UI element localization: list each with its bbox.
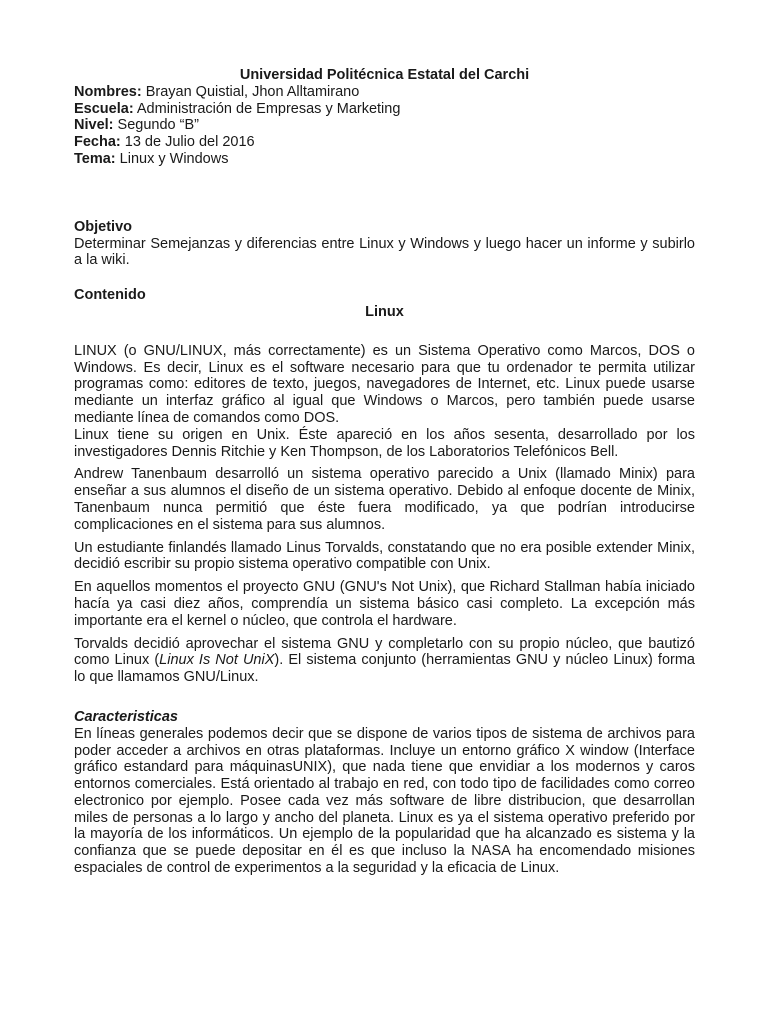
- document-title: Universidad Politécnica Estatal del Carchi: [239, 67, 530, 83]
- field-value: Brayan Quistial, Jhon Alltamirano: [141, 83, 360, 100]
- field-escuela: [74, 101, 695, 118]
- field-label: Nivel:: [74, 117, 114, 134]
- linux-paragraph-1: LINUX (o GNU/LINUX, más correctamente) es un Sistema Operativo como Marcos, DOS o Windows. Es decir, Linux es el software necesario para que tu ordenador te permita utilizar programas como: editores de texto, juegos, navegadores de Internet, etc. Linux puede usarse mediante un interfaz gráfico al igual que Windows o Marcos, pero también puede usarse mediante línea de comandos como DOS.: [74, 342, 695, 426]
- field-value: Administración de Empresas y Marketing: [133, 100, 401, 117]
- objetivo-heading: Objetivo: [74, 218, 133, 235]
- linux-paragraph-4: Un estudiante finlandés llamado Linus Torvalds, constatando que no era posible extender Minix, decidió escribir su propio sistema operativo compatible con Unix.: [74, 539, 695, 573]
- field-nombres: [74, 84, 695, 101]
- field-tema: [74, 151, 695, 168]
- document-body: [74, 67, 695, 877]
- objetivo-text: Determinar Semejanzas y diferencias entre Linux y Windows y luego hacer un informe y subirlo a la wiki.: [74, 235, 695, 269]
- field-label: Escuela:: [74, 100, 134, 117]
- field-label: Fecha:: [74, 134, 121, 151]
- linux-paragraph-6: [74, 636, 695, 686]
- contenido-heading: Contenido: [74, 287, 146, 304]
- field-nivel: [74, 117, 695, 134]
- linux-paragraph-2: Linux tiene su origen en Unix. Éste apareció en los años sesenta, desarrollado por los investigadores Dennis Ritchie y Ken Thompson, de los Laboratorios Telefónicos Bell.: [74, 426, 695, 460]
- caracteristicas-heading: Caracteristicas: [74, 708, 178, 725]
- field-fecha: [74, 134, 695, 151]
- linux-paragraph-5: En aquellos momentos el proyecto GNU (GNU's Not Unix), que Richard Stallman había iniciado hacía ya casi diez años, comprendía un sistema básico casi completo. La excepción más importante era el kernel o núcleo, que controla el hardware.: [74, 579, 695, 629]
- caracteristicas-text: En líneas generales podemos decir que se dispone de varios tipos de sistema de archivos para poder acceder a archivos en otras plataformas. Incluye un entorno gráfico X window (Interface gráfico estandard para máquinasUNIX), que nada tiene que envidiar a los modernos y caros entornos comerciales. Está orientado al trabajo en red, con todo tipo de facilidades como correo electronico por ejemplo. Posee cada vez más software de libre distribucion, que desarrollan miles de personas a lo largo y ancho del planeta. Linux es ya el sistema operativo preferido por la mayoría de los informáticos. Un ejemplo de la popularidad que ha alcanzado es sistema y la confianza que se puede depositar en él es que incluso la NASA ha encomendado misiones espaciales de control de experimentos a la seguridad y la eficacia de Linux.: [74, 725, 695, 877]
- field-label: Tema:: [74, 150, 116, 167]
- field-value: 13 de Julio del 2016: [120, 134, 255, 151]
- paragraph-text: Torvalds decidió aprovechar el sistema GNU y completarlo con su propio núcleo, que bautizó como Linux (: [74, 635, 695, 669]
- field-value: Linux y Windows: [115, 150, 229, 167]
- field-value: Segundo “B”: [113, 117, 199, 134]
- linux-paragraph-3: Andrew Tanenbaum desarrolló un sistema operativo parecido a Unix (llamado Minix) para enseñar a sus alumnos el diseño de un sistema operativo. Debido al enfoque docente de Minix, Tanenbaum nunca permitió que éste fuera modificado, ya que podrían introducirse complicaciones en el sistema para sus alumnos.: [74, 466, 695, 533]
- linux-acronym: Linux Is Not UniX: [159, 652, 275, 669]
- paragraph-text: ). El sistema conjunto (herramientas GNU y núcleo Linux) forma lo que llamamos GNU/Linux.: [74, 652, 695, 686]
- field-label: Nombres:: [74, 83, 142, 100]
- linux-subheading: Linux: [365, 303, 404, 320]
